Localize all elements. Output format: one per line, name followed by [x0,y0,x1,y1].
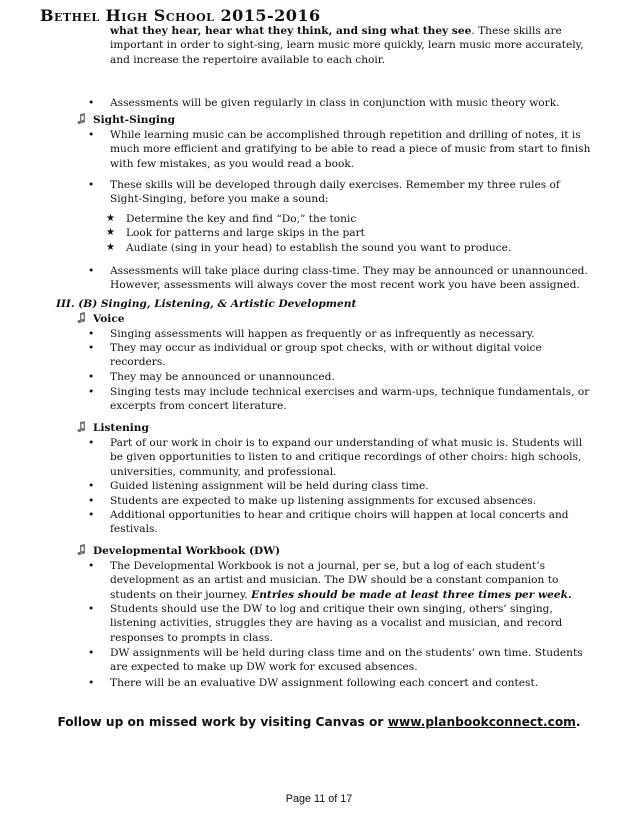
music-note-icon [76,544,87,556]
list-item: • These skills will be developed through daily exercises. Remember my three rules of Sight-Singing, before you make a sound: [88,179,560,206]
list-item: • Part of our work in choir is to expand our understanding of what music is. Students will be given opportunities to listen to and critique recordings of other choirs: high schools, universities, community, and professional. [88,437,583,478]
bullet-icon: • [88,179,95,191]
list-item: • While learning music can be accomplished through repetition and drilling of notes, it is much more efficient and gratifying to be able to read a piece of music from start to finish with few mistakes, as you would read a book. [88,129,591,170]
star-icon: ★ [106,213,115,224]
planbookconnect-link[interactable]: www.planbookconnect.com [387,715,576,729]
bullet-icon: • [88,265,95,277]
list-item: • Students are expected to make up listening assignments for excused absences. [88,495,537,507]
list-item: • The Developmental Workbook is not a journal, per se, but a log of each student’s development as an artist and musician. The DW should be a constant companion to students on their journey. Entries should be made at least three times per week. [88,560,572,601]
list-item: • Guided listening assignment will be held during class time. [88,480,429,492]
bullet-icon: • [88,386,95,398]
bullet-icon: • [88,97,95,109]
subsection-heading-voice: Voice [76,312,125,326]
section-heading: III. (B) Singing, Listening, & Artistic Development [56,298,357,310]
star-icon: ★ [106,227,115,238]
page-number: Page 11 of 17 [285,793,353,805]
list-item: • Singing tests may include technical exercises and warm-ups, technique fundamentals, or excerpts from concert literature. [88,386,590,413]
bullet-icon: • [88,437,95,449]
follow-up-note: Follow up on missed work by visiting Canvas or www.planbookconnect.com. [57,715,581,729]
list-item: • They may be announced or unannounced. [88,371,335,383]
music-note-icon [76,421,87,433]
subsection-heading-listening: Listening [76,421,149,435]
bullet-icon: • [88,129,95,141]
list-item: • Assessments will be given regularly in class in conjunction with music theory work. [88,97,560,109]
music-note-icon [76,312,87,324]
bullet-icon: • [88,495,95,507]
bullet-icon: • [88,677,95,689]
rule-item: ★ Determine the key and find “Do,” the tonic [106,213,357,225]
list-item: • Additional opportunities to hear and critique choirs will happen at local concerts and festivals. [88,509,569,536]
list-item: • They may occur as individual or group spot checks, with or without digital voice recorders. [88,342,542,369]
bullet-icon: • [88,371,95,383]
document-header: Bethel High School 2015-2016 [40,6,321,25]
bullet-icon: • [88,480,95,492]
list-item: • There will be an evaluative DW assignment following each concert and contest. [88,677,539,689]
bullet-icon: • [88,328,95,340]
intro-paragraph [110,24,600,67]
subsection-heading-workbook: Developmental Workbook (DW) [76,544,280,558]
rule-item: ★ Look for patterns and large skips in the part [106,227,365,239]
music-note-icon [76,113,87,125]
rule-item: ★ Audiate (sing in your head) to establish the sound you want to produce. [106,242,512,254]
list-item: • DW assignments will be held during class time and on the students’ own time. Students are expected to make up DW work for excused absences. [88,647,583,674]
list-item: • Students should use the DW to log and critique their own singing, others’ singing, listening activities, struggles they are having as a vocalist and musician, and record responses to prompts in class. [88,603,563,644]
list-item: • Assessments will take place during class-time. They may be announced or unannounced. However, assessments will always cover the most recent work you have been assigned. [88,265,588,292]
emphasis-text: Entries should be made at least three times per week. [251,588,572,601]
bullet-icon: • [88,342,95,354]
bullet-icon: • [88,603,95,615]
list-item: • Singing assessments will happen as frequently or as infrequently as necessary. [88,328,535,340]
subsection-heading-sight-singing: Sight-Singing [76,113,175,127]
star-icon: ★ [106,242,115,253]
intro-line: important in order to sight-sing, learn music more quickly, learn music more accurately, [110,39,584,52]
bullet-icon: • [88,560,95,572]
intro-line: . These skills are [471,25,562,37]
intro-line: and increase the repertoire available to each choir. [110,53,386,66]
bullet-icon: • [88,509,95,521]
intro-bold-lead: what they hear, hear what they think, and sing what they see [110,25,472,37]
bullet-icon: • [88,647,95,659]
